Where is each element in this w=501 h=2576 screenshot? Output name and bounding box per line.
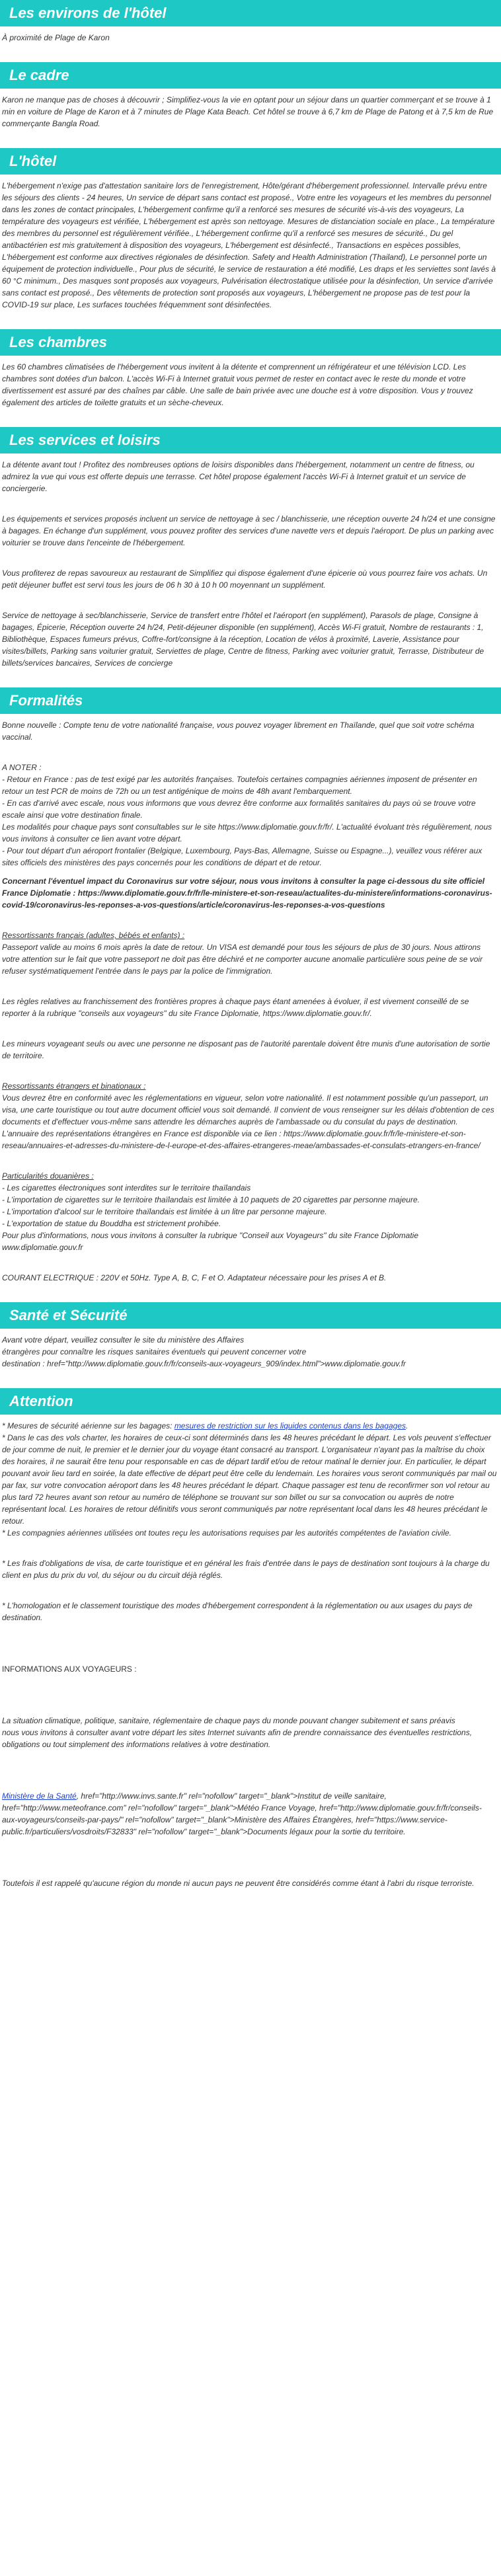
ressortissants-etr-label: Ressortissants étrangers et binationaux : bbox=[2, 1081, 146, 1091]
ressortissants-fr-label: Ressortissants français (adultes, bébés et enfants) : bbox=[2, 931, 185, 940]
section-title-environs: Les environs de l'hôtel bbox=[0, 0, 501, 26]
section-hotel bbox=[0, 148, 501, 311]
section-title-attention: Attention bbox=[0, 1388, 501, 1415]
environs-text: À proximité de Plage de Karon bbox=[2, 33, 110, 42]
situation-text: La situation climatique, politique, sanitaire, réglementaire de chaque pays du monde pouvant changer subitement et sans préavis nous vous invitons à consulter avant votre départ les sites Internet suivants afin de prendre connaissance des éventuelles restrictions, obligations ou tout simplement des informations relatives à votre destination. bbox=[2, 1716, 473, 1749]
chambres-text: Les 60 chambres climatisées de l'hébergement vous invitent à la détente et comprennent un réfrigérateur et une télévision LCD. Les chambres sont dotées d'un balcon. L'accès Wi-Fi à Internet gratuit vous permet de rester en contact avec le reste du monde et votre divertissement est assuré par des chaînes par câble. Une salle de bain privée avec une douche est à votre disposition. Vous y trouvez également des articles de toilette gratuits et un sèche-cheveux. bbox=[2, 362, 473, 407]
sante-ministry-link[interactable]: Ministère de la Santé bbox=[2, 1791, 77, 1801]
services-paragraph: Vous profiterez de repas savoureux au restaurant de Simplifiez qui dispose également d'une épicerie où vous pourrez faire vos achats. Un petit déjeuner buffet est servi tous les jours de 06 h 30 à 10 h 00 moyennant un supplément. bbox=[2, 568, 488, 590]
cadre-text: Karon ne manque pas de choses à découvrir ; Simplifiez-vous la vie en optant pour un séjour dans un quartier commerçant et se trouve à 1 min en voiture de Plage de Karon et à 7 minutes de Plage Kata Beach. Cet hôtel se trouve à 6,7 km de Plage de Patong et à 7,5 km de Rue commerçante Bangla Road. bbox=[2, 95, 494, 128]
section-title-hotel: L'hôtel bbox=[0, 148, 501, 175]
frais-text: * Les frais d'obligations de visa, de carte touristique et en général les frais d'entrée dans le pays de destination sont toujours à la charge du client en plus du prix du vol, du séjour ou du circuit déjà réglés. bbox=[2, 1559, 490, 1580]
liquid-restrictions-link[interactable]: mesures de restriction sur les liquides contenus dans les bagages bbox=[174, 1421, 406, 1430]
section-services bbox=[0, 427, 501, 669]
links-text: , href="http://www.invs.sante.fr" rel="nofollow" target="_blank">Institut de veille sanitaire, href="http://www.meteofrance.com" rel="nofollow" target="_blank">Météo France Voyage, href="http://www.diplomatie.gouv.fr/fr/conseils-aux-voyageurs/conseils-par-pays/" rel="nofollow" target="_blank">Ministère des Affaires Étrangères, href="https://www.service-public.fr/particuliers/vosdroits/F32833" rel="nofollow" target="_blank">Documents légaux pour la sortie du territoire. bbox=[2, 1791, 482, 1836]
terrorism-notice: Toutefois il est rappelé qu'aucune région du monde ni aucun pays ne peuvent être considérés comme étant à l'abri du risque terroriste. bbox=[2, 1879, 475, 1888]
ressortissants-fr-text: Passeport valide au moins 6 mois après la date de retour. Un VISA est demandé pour tous les séjours de plus de 30 jours. Nous attirons votre attention sur le fait que votre passeport ne doit pas être déchiré et ne comporter aucune anomalie particulière sous peine de se voir refuser systématiquement l'entrée dans le pays par la police de l'immigration. bbox=[2, 943, 483, 976]
section-formalites bbox=[0, 687, 501, 1284]
mesures-prefix: * Mesures de sécurité aérienne sur les bagages: bbox=[2, 1421, 174, 1430]
section-cadre bbox=[0, 62, 501, 130]
section-title-formalites: Formalités bbox=[0, 687, 501, 714]
section-sante bbox=[0, 1302, 501, 1370]
mineurs-text: Les mineurs voyageant seuls ou avec une personne ne disposant pas de l'autorité parentale doivent être munis d'une autorisation de sortie de territoire. bbox=[2, 1039, 490, 1060]
official-links bbox=[2, 1790, 497, 1838]
services-paragraph: Les équipements et services proposés incluent un service de nettoyage à sec / blanchisserie, une réception ouverte 24 h/24 et une consigne à bagages. En échange d'un supplément, vous pouvez profiter des services d'une navette vers et depuis l'aéroport. De plus un parking avec voiturier se trouve dans l'enceinte de l'hébergement. bbox=[2, 514, 496, 547]
section-chambres bbox=[0, 329, 501, 409]
anoter-label: A NOTER : bbox=[2, 763, 42, 772]
section-title-chambres: Les chambres bbox=[0, 329, 501, 356]
section-environs bbox=[0, 0, 501, 44]
services-paragraph: La détente avant tout ! Profitez des nombreuses options de loisirs disponibles dans l'hébergement, notamment un centre de fitness, ou admirez la vue qui vous est offerte depuis une terrasse. Cet hôtel propose également l'accès Wi-Fi à Internet gratuit et un service de conciergerie. bbox=[2, 460, 475, 493]
courant-text: COURANT ELECTRIQUE : 220V et 50Hz. Type A, B, C, F et O. Adaptateur nécessaire pour les prises A et B. bbox=[2, 1273, 387, 1282]
mesures-suffix: . * Dans le cas des vols charter, les horaires de ceux-ci sont déterminés dans les 48 heures précédant le départ. Les vols peuvent s'effectuer de jour comme de nuit, le premier et le dernier jour du voyage étant consacré au transport. L'organisateur n'ayant pas la maîtrise du choix des horaires, il ne saurait être tenu pour responsable en cas de départ tardif et/ou de retour matinal le dernier jour. En particulier, le départ pouvant avoir lieu tard en soirée, la date effective de départ peut être celle du lendemain. Les horaires vous seront communiqués par mail ou par fax, sur votre convocation aéroport dans les 48 heures précédant le départ. Chaque passager est tenu de reconfirmer son vol retour au plus tard 72 heures avant son retour au numéro de téléphone se trouvant sur son billet ou sur sa convocation ou auprès de notre représentant local. Les horaires de retour définitifs vous seront communiqués par notre représentant local dans les 48 heures précédant le retour. * Les compagnies aériennes utilisées ont toutes reçu les autorisations requises par les autorités compétentes de l'aviation civile. bbox=[2, 1421, 497, 1538]
ressortissants-etr-text: Vous devrez être en conformité avec les réglementations en vigueur, selon votre nationalité. Il est notamment possible qu'un passeport, un visa, une carte touristique ou tout autre document officiel vous soit demandé. Il convient de vous renseigner sur les délais d'obtention de ces documents et d'effectuer vous-même sans attendre les démarches auprès de l'ambassade ou du consulat du pays de destination. L'annuaire des représentations étrangères en France est disponible via ce lien : https://www.diplomatie.gouv.fr/fr/le-ministere-et-son-reseau/annuaires-et-adresses-du-ministere-de-l-europe-et-des-affaires-etrangeres-meae/ambassades-et-consulats-etrangers-en-france/ bbox=[2, 1093, 494, 1150]
formalites-intro: Bonne nouvelle : Compte tenu de votre nationalité française, vous pouvez voyager librement en Thaïlande, quel que soit votre schéma vaccinal. bbox=[2, 721, 475, 742]
section-title-cadre: Le cadre bbox=[0, 62, 501, 89]
services-paragraph: Service de nettoyage à sec/blanchisserie, Service de transfert entre l'hôtel et l'aéroport (en supplément), Parasols de plage, Consigne à bagages, Épicerie, Réception ouverte 24 h/24, Petit-déjeuner disponible (en supplément), Accès Wi-Fi gratuit, Nombre de restaurants : 1, Bibliothèque, Espaces fumeurs prévus, Coffre-fort/consigne à la réception, Location de vélos à proximité, Laverie, Assistance pour visites/billets, Parking sans voiturier gratuit, Serviettes de plage, Centre de fitness, Parking avec voiturier gratuit, Terrasse, Distributeur de billets/services bancaires, Services de concierge bbox=[2, 611, 484, 668]
anoter-text: - Retour en France : pas de test exigé par les autorités françaises. Toutefois certaines compagnies aériennes imposent de présenter en retour un test PCR de moins de 72h ou un test antigénique de moins de 48h avant l'embarquement. - En cas d'arrivé avec escale, nous vous informons que vous devrez être conforme aux formalités sanitaires du pays où se trouve votre escale ainsi que votre destination finale. Les modalités pour chaque pays sont consultables sur le site https://www.diplomatie.gouv.fr/fr/. L'actualité évoluant très régulièrement, nous vous invitons à consulter ce lien avant votre départ. - Pour tout départ d'un aéroport frontalier (Belgique, Luxembourg, Pays-Bas, Allemagne, Suisse ou Espagne...), veuillez vous référer aux sites officiels des ministères des pays concernés pour les conditions de départ et de retour. bbox=[2, 775, 492, 867]
section-title-sante: Santé et Sécurité bbox=[0, 1302, 501, 1329]
particularites-label: Particularités douanières : bbox=[2, 1171, 94, 1181]
section-attention bbox=[0, 1388, 501, 1889]
section-title-services: Les services et loisirs bbox=[0, 427, 501, 453]
infos-voyageurs-label: INFORMATIONS AUX VOYAGEURS : bbox=[2, 1664, 137, 1674]
particularites-text: - Les cigarettes électroniques sont interdites sur le territoire thaïlandais - L'importation de cigarettes sur le territoire thaïlandais est limitée à 10 paquets de 20 cigarettes par personne majeure. - L'importation d'alcool sur le territoire thaïlandais est limitée à un litre par personne majeure. - L'exportation de statue du Bouddha est strictement prohibée. Pour plus d'informations, nous vous invitons à consulter la rubrique "Conseil aux Voyageurs" du site France Diplomatie www.diplomatie.gouv.fr bbox=[2, 1183, 420, 1252]
regles-text: Les règles relatives au franchissement des frontières propres à chaque pays étant amenées à évoluer, il est vivement conseillé de se reporter à la rubrique "conseils aux voyageurs" du site France Diplomatie, https://www.diplomatie.gouv.fr/. bbox=[2, 997, 469, 1018]
covid-notice: Concernant l'éventuel impact du Coronavirus sur votre séjour, nous vous invitons à consulter la page ci-dessous du site officiel France Diplomatie : https://www.diplomatie.gouv.fr/fr/le-ministere-et-son-reseau/actualites-du-ministere/informations-coronavirus-covid-19/coronavirus-les-reponses-a-vos-questions/article/coronavirus-les-reponses-a-vos-questions bbox=[2, 877, 492, 910]
sante-text: Avant votre départ, veuillez consulter le site du ministère des Affaires étrangères pour connaître les risques sanitaires éventuels qui peuvent concerner votre destination : href="http://www.diplomatie.gouv.fr/fr/conseils-aux-voyageurs_909/index.html">www.diplomatie.gouv.fr bbox=[2, 1335, 406, 1368]
hotel-text: L'hébergement n'exige pas d'attestation sanitaire lors de l'enregistrement, Hôte/gérant d'hébergement professionnel. Intervalle prévu entre les séjours des clients - 24 heures, Un service de départ sans contact est proposé., Votre entre les voyageurs et les membres du personnel dans les zones de contact principales, L'hébergement confirme qu'il a renforcé ses mesures de sécurité vis-à-vis des voyageurs, La température des voyageurs est vérifiée, L'hébergement est après son nettoyage. Mesures de distanciation sociale en place., La température des membres du personnel est régulièrement vérifiée., L'hébergement confirme qu'il a renforcé ses mesures de sécurité., Du gel antibactérien est mis gratuitement à disposition des voyageurs, L'hébergement est désinfecté., Transactions en espèces possibles, L'hébergement est conforme aux directives régionales de désinfection. Safety and Health Administration (Thailand), Le personnel porte un équipement de protection individuelle., Pour plus de sécurité, le service de restauration a été modifié, Les draps et les serviettes sont lavés à 60 °C minimum., Des masques sont proposés aux voyageurs, Pulvérisation électrostatique utilisée pour la désinfection, Un service d'arrivée sans contact est proposé., Des vêtements de protection sont proposés aux voyageurs, L'hébergement ne propose pas de test pour la COVID-19 sur place, Les surfaces touchées fréquemment sont désinfectées. bbox=[2, 181, 496, 309]
attention-mesures bbox=[2, 1420, 497, 1539]
homologation-text: * L'homologation et le classement touristique des modes d'hébergement correspondent à la réglementation ou aux usages du pays de destination. bbox=[2, 1601, 473, 1622]
